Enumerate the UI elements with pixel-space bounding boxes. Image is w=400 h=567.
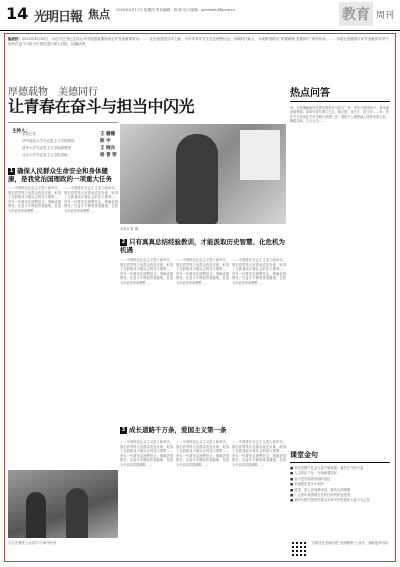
host-name: 王 姗姗: [100, 132, 116, 137]
list-item: ■ 幸福都是奋斗出来的: [290, 482, 324, 487]
paper-name: 光明日報: [34, 10, 83, 25]
question-title-1: [8, 167, 118, 183]
feature-photo-caption: 本报记者 摄: [120, 227, 139, 231]
photo-figure: [176, 134, 218, 224]
list-item: ■ 奋斗是青春最亮丽的底色: [290, 476, 331, 481]
feature-photo: [120, 124, 286, 224]
list-item: ■ 新时代的中国青年要以实现中华民族伟大复兴为己任: [290, 498, 370, 503]
masthead: [0, 0, 400, 31]
feature-headline: 让青春在奋斗与担当中闪光: [8, 97, 195, 116]
masthead-meta: 2025年4月17日 星期四 责任编辑：杨 帆 电子邮箱：gmrbedu@gmw.cn: [116, 8, 235, 12]
body-column: ……中国特色社会主义进入新时代，我们党带领人民群众攻坚克难，取得了全面建成小康社会的伟大胜利……青年一代要坚定理想信念，厚植爱国情怀，在奋斗中释放青春激情，在担当中追求青春理想……: [8, 186, 61, 213]
qr-code-icon[interactable]: [290, 540, 308, 558]
course-quotes-list: [290, 466, 390, 504]
question-text: 确保人民群众生命安全和身体健康，是我党治国理政的一项重大任务: [8, 167, 112, 183]
body-column: ……中国特色社会主义进入新时代，我们党带领人民群众攻坚克难，取得了全面建成小康社会的伟大胜利……青年一代要坚定理想信念，厚植爱国情怀，在奋斗中释放青春激情，在担当中追求青春理想……: [64, 186, 118, 213]
photo-figure: [26, 492, 46, 538]
hosts-label: 主持人：: [12, 129, 30, 134]
bottom-photo-caption: 学生在课堂上认真学习 新华社发: [8, 541, 57, 545]
question-title-2: [120, 238, 286, 254]
hot-topics-heading: 热点问答: [290, 84, 390, 102]
hot-topics-column: [290, 84, 390, 448]
list-item: ■ 人生的扣子从一开始就要扣好: [290, 471, 338, 476]
editor-note: [8, 37, 390, 67]
question-text: 成长道路千万条，爱国主义第一条: [129, 426, 227, 434]
list-item: ■ 青年是整个社会力量中最积极、最有生气的力量: [290, 466, 364, 470]
host-role: 北京大学马克思主义学院讲师: [22, 153, 68, 157]
section-brand: [339, 3, 394, 25]
body-column: ……中国特色社会主义进入新时代，我们党带领人民群众攻坚克难，取得了全面建成小康社会的伟大胜利……青年一代要坚定理想信念，厚植爱国情怀，在奋斗中释放青春激情，在担当中追求青春理想……: [232, 440, 286, 467]
photo-figure: [66, 488, 88, 538]
page-number: 14: [6, 4, 29, 23]
host-name: 陈 宇: [100, 139, 111, 144]
photo-window: [240, 130, 280, 180]
body-column: ……中国特色社会主义进入新时代，我们党带领人民群众攻坚克难，取得了全面建成小康社会的伟大胜利……青年一代要坚定理想信念，厚植爱国情怀，在奋斗中释放青春激情，在担当中追求青春理想……: [232, 258, 286, 285]
editor-note-text: 2025年4月16日，习近平总书记主持召开学校思政课座谈会并发表重要讲话。……在庆祝建党百年之际，为引导青年学生坚定理想信念，争做时代新人，本报策划推出“厚德载物 美德同行”系列访谈。……本报记者邀请专家学者就青年学子如何在奋斗与担当中成长进行深入讨论，以飨读者。: [8, 37, 389, 46]
qr-caption: 扫码关注光明日报“光明教育”公众号，获取更多内容: [312, 541, 388, 545]
brand-main: 教育: [339, 2, 373, 26]
host-name: 王 晓兵: [100, 146, 116, 151]
course-quotes-heading: 课堂金句: [290, 450, 390, 463]
host-role: 华中师范大学马克思主义学院教授: [22, 139, 75, 143]
editor-note-tag: 编者按：: [8, 37, 22, 41]
brand-sub: 周刊: [375, 10, 394, 21]
hot-topics-text: 问：怎样理解新时代青年的责任与担当？答：青年兴则国家兴，青年强则国家强。新时代青年要立大志、明大德、成大才、担大任……问：青年学生如何在学习中践行美德？答：要把个人理想融入国家发展大局，脚踏实地，久久为功……: [290, 106, 389, 124]
body-column: ……中国特色社会主义进入新时代，我们党带领人民群众攻坚克难，取得了全面建成小康社会的伟大胜利……青年一代要坚定理想信念，厚植爱国情怀，在奋斗中释放青春激情，在担当中追求青春理想……: [176, 258, 229, 285]
question-text: 只有真真总结经验教训，才能汲取历史智慧、化危机为机遇: [120, 238, 285, 254]
bottom-photo: [8, 470, 118, 538]
question-number: 2: [121, 238, 126, 245]
host-role: 本报记者: [22, 132, 36, 136]
hosts-box: [8, 122, 118, 161]
body-column: ……中国特色社会主义进入新时代，我们党带领人民群众攻坚克难，取得了全面建成小康社会的伟大胜利……青年一代要坚定理想信念，厚植爱国情怀，在奋斗中释放青春激情，在担当中追求青春理想……: [120, 440, 173, 467]
list-item: ■ 广大青年要勇做走在时代前列的奋进者: [290, 493, 351, 498]
host-role: 清华大学马克思主义学院副教授: [22, 146, 71, 150]
question-title-3: [120, 426, 286, 434]
list-item: ■ 爱国，是人世间最深层、最持久的情感: [290, 487, 351, 492]
host-name: 杨 晋 荣: [100, 153, 117, 158]
section-name: 焦点: [88, 8, 110, 21]
body-column: ……中国特色社会主义进入新时代，我们党带领人民群众攻坚克难，取得了全面建成小康社会的伟大胜利……青年一代要坚定理想信念，厚植爱国情怀，在奋斗中释放青春激情，在担当中追求青春理想……: [120, 258, 173, 285]
feature-subtitle: 厚德载物 美德同行: [8, 87, 98, 98]
question-number: 1: [9, 167, 14, 174]
question-number: 3: [121, 426, 126, 433]
body-column: ……中国特色社会主义进入新时代，我们党带领人民群众攻坚克难，取得了全面建成小康社会的伟大胜利……青年一代要坚定理想信念，厚植爱国情怀，在奋斗中释放青春激情，在担当中追求青春理想……: [176, 440, 229, 467]
